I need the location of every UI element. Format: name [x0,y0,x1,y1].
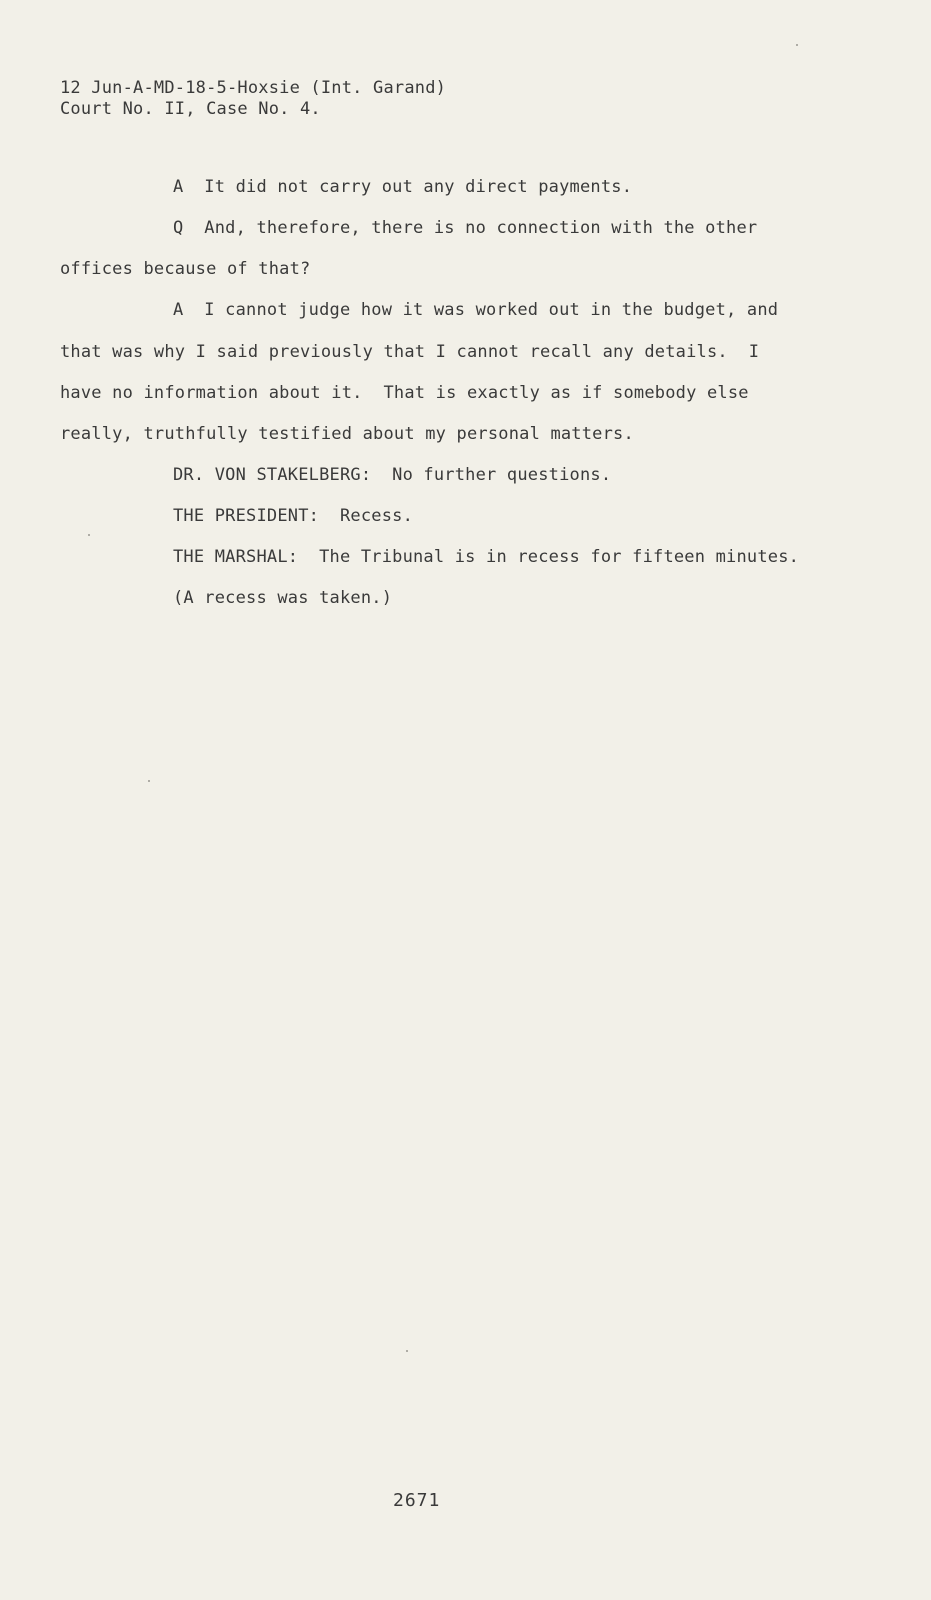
stage-direction-line: (A recess was taken.) [173,588,393,608]
answer-continuation-line: really, truthfully testified about my personal matters. [60,424,634,444]
question-line: Q And, therefore, there is no connection with the other [173,218,758,238]
answer-continuation-line: that was why I said previously that I cannot recall any details. I [60,342,760,362]
answer-continuation-line: have no information about it. That is exactly as if somebody else [60,383,749,403]
paper-speck [406,1350,408,1352]
paper-speck [88,534,90,536]
page-number: 2671 [393,1490,441,1511]
speaker-line-marshal: THE MARSHAL: The Tribunal is in recess for fifteen minutes. [173,547,800,567]
answer-line: A It did not carry out any direct payments. [173,177,633,197]
question-continuation-line: offices because of that? [60,259,311,279]
answer-line: A I cannot judge how it was worked out in the budget, and [173,300,779,320]
paper-speck [796,44,798,46]
header-line-1: 12 Jun-A-MD-18-5-Hoxsie (Int. Garand) [60,78,447,98]
header-line-2: Court No. II, Case No. 4. [60,99,321,119]
paper-speck [148,780,150,782]
speaker-line-president: THE PRESIDENT: Recess. [173,506,414,526]
speaker-line-stakelberg: DR. VON STAKELBERG: No further questions. [173,465,612,485]
